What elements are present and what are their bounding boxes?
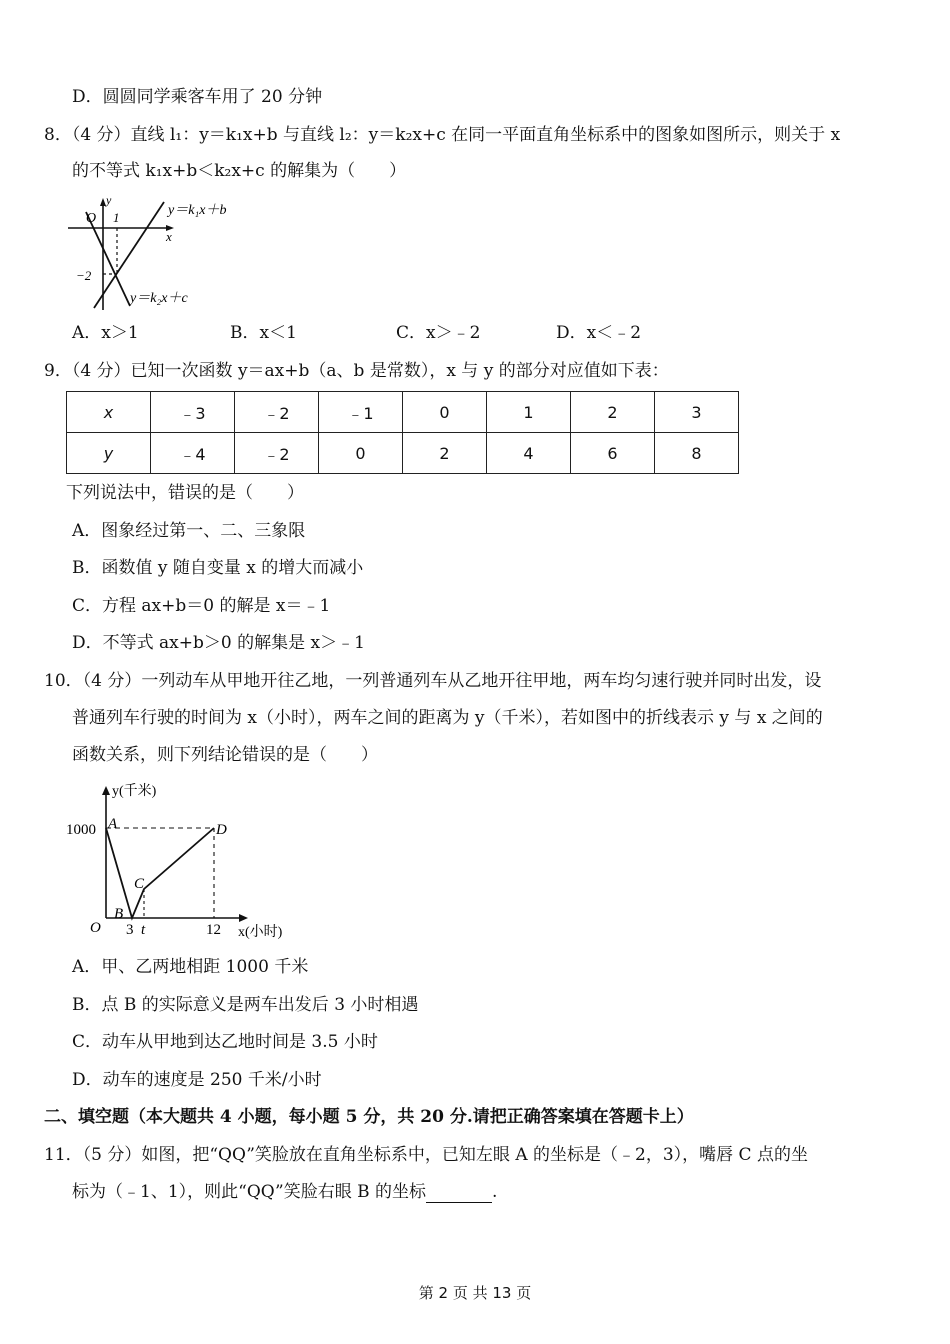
q9-stem: 9．（4 分）已知一次函数 y＝ax+b（a、b 是常数），x 与 y 的部分对应值如下表： [44, 361, 669, 381]
q8-option-a: A．x＞1 [72, 323, 139, 343]
table-cell: y [67, 433, 151, 474]
q10-origin-label: O [90, 920, 101, 936]
q11-stem-line1: 11．（5 分）如图，把“QQ”笑脸放在直角坐标系中，已知左眼 A 的坐标是（﹣2，3），嘴唇 C 点的坐 [44, 1145, 808, 1165]
table-cell: x [67, 392, 151, 433]
table-cell: ﹣4 [151, 433, 235, 474]
q8-tick-x-1: 1 [113, 210, 120, 225]
q10-stem-line1: 10．（4 分）一列动车从甲地开往乙地，一列普通列车从乙地开往甲地，两车均匀速行驶并同时出发，设 [44, 671, 822, 691]
q9-value-table [66, 391, 739, 474]
q11-stem-text: 标为（﹣1、1），则此“QQ”笑脸右眼 B 的坐标 [72, 1182, 427, 1202]
q7-option-d: D．圆圆同学乘客车用了 20 分钟 [72, 87, 323, 107]
q8-stem-line1: 8．（4 分）直线 l₁：y＝k₁x+b 与直线 l₂：y＝k₂x+c 在同一平面直角坐标系中的图象如图所示，则关于 x [44, 125, 841, 145]
q8-tick-y-2: −2 [76, 268, 92, 283]
table-cell: 1 [487, 392, 571, 433]
q8-line1-label: y＝k₁x＋b [168, 203, 227, 218]
q9-option-c: C．方程 ax+b＝0 的解是 x＝﹣1 [72, 596, 331, 616]
q8-option-b: B．x＜1 [230, 323, 297, 343]
q10-y-tick-1000: 1000 [66, 822, 96, 838]
table-cell: 0 [403, 392, 487, 433]
table-cell: ﹣1 [319, 392, 403, 433]
q10-point-b: B [114, 906, 124, 922]
q9-option-d: D．不等式 ax+b＞0 的解集是 x＞﹣1 [72, 633, 365, 653]
q8-option-c: C．x＞﹣2 [396, 323, 481, 343]
q8-y-label: y [106, 193, 112, 207]
table-cell: 6 [571, 433, 655, 474]
q8-option-d: D．x＜﹣2 [556, 323, 642, 343]
table-cell: 3 [655, 392, 739, 433]
q8-line-l2 [86, 212, 130, 306]
q10-x-tick-t: t [141, 922, 146, 938]
q10-option-d: D．动车的速度是 250 千米/小时 [72, 1070, 322, 1090]
q10-stem-line3: 函数关系，则下列结论错误的是（ ） [72, 745, 378, 765]
section-title-fill-in: 二、填空题（本大题共 4 小题，每小题 5 分，共 20 分.请把正确答案填在答题卡上） [44, 1107, 694, 1127]
q8-line2-label: y＝k₂x＋c [130, 291, 188, 306]
table-cell: 8 [655, 433, 739, 474]
q8-figure [62, 192, 252, 314]
table-cell: 4 [487, 433, 571, 474]
page-footer: 第 2 页 共 13 页 [418, 1284, 532, 1302]
q10-figure [62, 780, 312, 944]
q10-option-c: C．动车从甲地到达乙地时间是 3.5 小时 [72, 1032, 378, 1052]
q10-point-d: D [216, 822, 227, 838]
q10-y-label: y(千米) [112, 784, 157, 799]
table-row-y [67, 433, 739, 474]
q11-stem-end: . [492, 1182, 498, 1202]
q8-x-label: x [166, 229, 172, 244]
q9-option-a: A．图象经过第一、二、三象限 [72, 521, 306, 541]
q10-distance-polyline [106, 828, 214, 918]
q11-answer-blank [426, 1186, 492, 1203]
q10-x-arrow [239, 914, 248, 922]
q8-origin-label: O [86, 211, 97, 226]
q10-option-a: A．甲、乙两地相距 1000 千米 [72, 957, 309, 977]
q10-y-arrow [102, 786, 110, 795]
q10-x-tick-12: 12 [206, 922, 221, 938]
q10-point-c: C [134, 876, 145, 892]
q10-point-a: A [108, 816, 118, 832]
q10-x-label: x(小时) [238, 925, 283, 940]
q11-stem-line2 [72, 1181, 497, 1203]
q9-prompt: 下列说法中，错误的是（ ） [66, 483, 304, 503]
q10-option-b: B．点 B 的实际意义是两车出发后 3 小时相遇 [72, 995, 419, 1015]
table-cell: ﹣2 [235, 392, 319, 433]
table-cell: 0 [319, 433, 403, 474]
q9-option-b: B．函数值 y 随自变量 x 的增大而减小 [72, 558, 364, 578]
table-cell: 2 [571, 392, 655, 433]
q8-stem-line2: 的不等式 k₁x+b＜k₂x+c 的解集为（ ） [72, 161, 407, 181]
table-row-x [67, 392, 739, 433]
q10-stem-line2: 普通列车行驶的时间为 x（小时），两车之间的距离为 y（千米），若如图中的折线表示 y 与 x 之间的 [72, 708, 823, 728]
table-cell: ﹣2 [235, 433, 319, 474]
q10-x-tick-3: 3 [126, 922, 134, 938]
table-cell: ﹣3 [151, 392, 235, 433]
table-cell: 2 [403, 433, 487, 474]
